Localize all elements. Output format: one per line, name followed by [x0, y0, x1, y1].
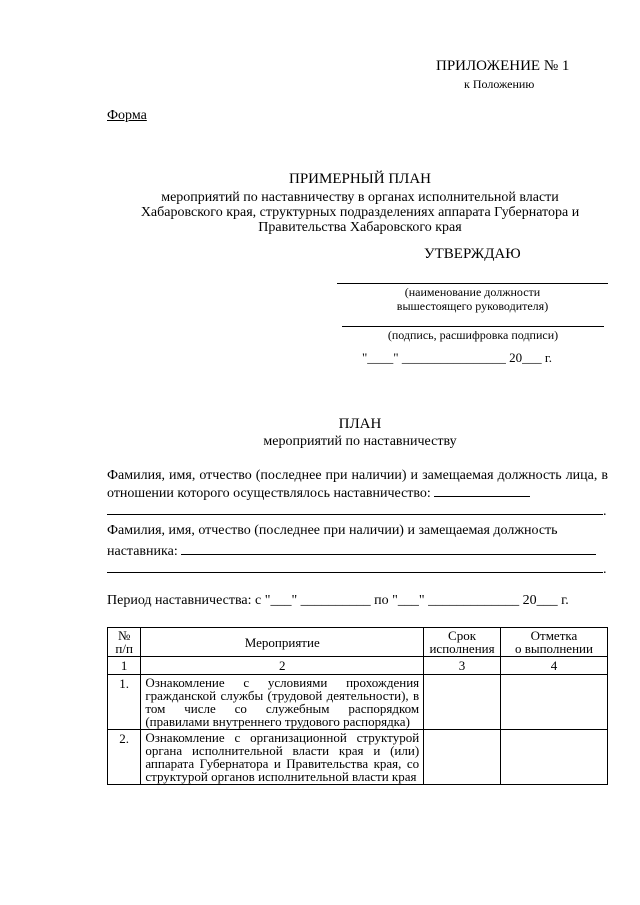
mentee-blank-line[interactable] — [107, 500, 603, 515]
row-mark[interactable] — [500, 675, 607, 730]
events-table — [107, 627, 608, 785]
appendix-subtitle: к Положению — [464, 77, 535, 91]
header-mark-line: о выполнении — [514, 641, 593, 656]
signature-caption: (подпись, расшифровка подписи) — [387, 328, 559, 342]
row-number: 2. — [108, 730, 141, 785]
mentor-blank[interactable] — [181, 540, 596, 555]
mentor-field — [107, 522, 608, 540]
table-index-row — [108, 657, 608, 675]
signature-line — [342, 326, 604, 327]
position-line — [337, 283, 608, 284]
position-caption-line: вышестоящего руководителя) — [396, 299, 549, 313]
table-row — [108, 675, 608, 730]
mentoring-period: Период наставничества: с "___" __________ по "___" _____________ 20___ г. — [107, 593, 569, 608]
mentor-label-line: Фамилия, имя, отчество (последнее при наличии) и замещаемая должность — [107, 523, 558, 538]
position-caption — [337, 285, 608, 313]
mentee-label: Фамилия, имя, отчество (последнее при наличии) и замещаемая должность лица, в отношении которого осуществлялось наставничество: — [107, 468, 608, 501]
mentor-field-row — [107, 540, 608, 560]
approval-date: "____" ________________ 20___ г. — [362, 350, 552, 365]
position-caption-line: (наименование должности — [404, 285, 541, 299]
index-cell: 2 — [141, 657, 424, 675]
mentee-blank[interactable] — [434, 496, 530, 497]
header-number-line: п/п — [115, 641, 133, 656]
document-title: ПРИМЕРНЫЙ ПЛАН — [288, 171, 432, 187]
mentor-blank-line[interactable] — [107, 558, 603, 573]
header-event: Мероприятие — [141, 628, 424, 657]
header-term-line: исполнения — [429, 641, 495, 656]
table-header-row — [108, 628, 608, 657]
row-event: Ознакомление с организационной структурой органа исполнительной власти края и (или) аппарата Губернатора и Правительства края, со структурой органов исполнительной власти края — [141, 730, 424, 785]
document-subtitle-line: Правительства Хабаровского края — [258, 220, 462, 235]
appendix-title: ПРИЛОЖЕНИЕ № 1 — [436, 58, 570, 74]
header-term — [424, 628, 501, 657]
index-cell: 4 — [500, 657, 607, 675]
header-term-line: Срок — [448, 628, 477, 643]
form-label: Форма — [107, 108, 147, 123]
plan-title: ПЛАН — [338, 416, 382, 432]
mentor-label: наставника: — [107, 544, 178, 559]
row-number: 1. — [108, 675, 141, 730]
plan-subtitle: мероприятий по наставничеству — [263, 434, 457, 449]
row-term[interactable] — [424, 675, 501, 730]
index-cell: 1 — [108, 657, 141, 675]
header-number — [108, 628, 141, 657]
index-cell: 3 — [424, 657, 501, 675]
document-subtitle-line: Хабаровского края, структурных подразделениях аппарата Губернатора и — [140, 205, 580, 220]
table-row — [108, 730, 608, 785]
mentor-continuation: . — [107, 558, 608, 578]
mentee-continuation: . — [107, 500, 608, 520]
header-number-line: № — [117, 628, 131, 643]
document-subtitle — [100, 190, 620, 235]
mentee-field — [107, 467, 608, 503]
row-term[interactable] — [424, 730, 501, 785]
row-event: Ознакомление с условиями прохождения гражданской службы (трудовой деятельности), в том числе со служебным распорядком (правилами внутреннего трудового распорядка) — [141, 675, 424, 730]
row-mark[interactable] — [500, 730, 607, 785]
header-mark-line: Отметка — [530, 628, 578, 643]
document-subtitle-line: мероприятий по наставничеству в органах исполнительной власти — [161, 190, 559, 205]
approval-title: УТВЕРЖДАЮ — [424, 246, 521, 262]
header-mark — [500, 628, 607, 657]
